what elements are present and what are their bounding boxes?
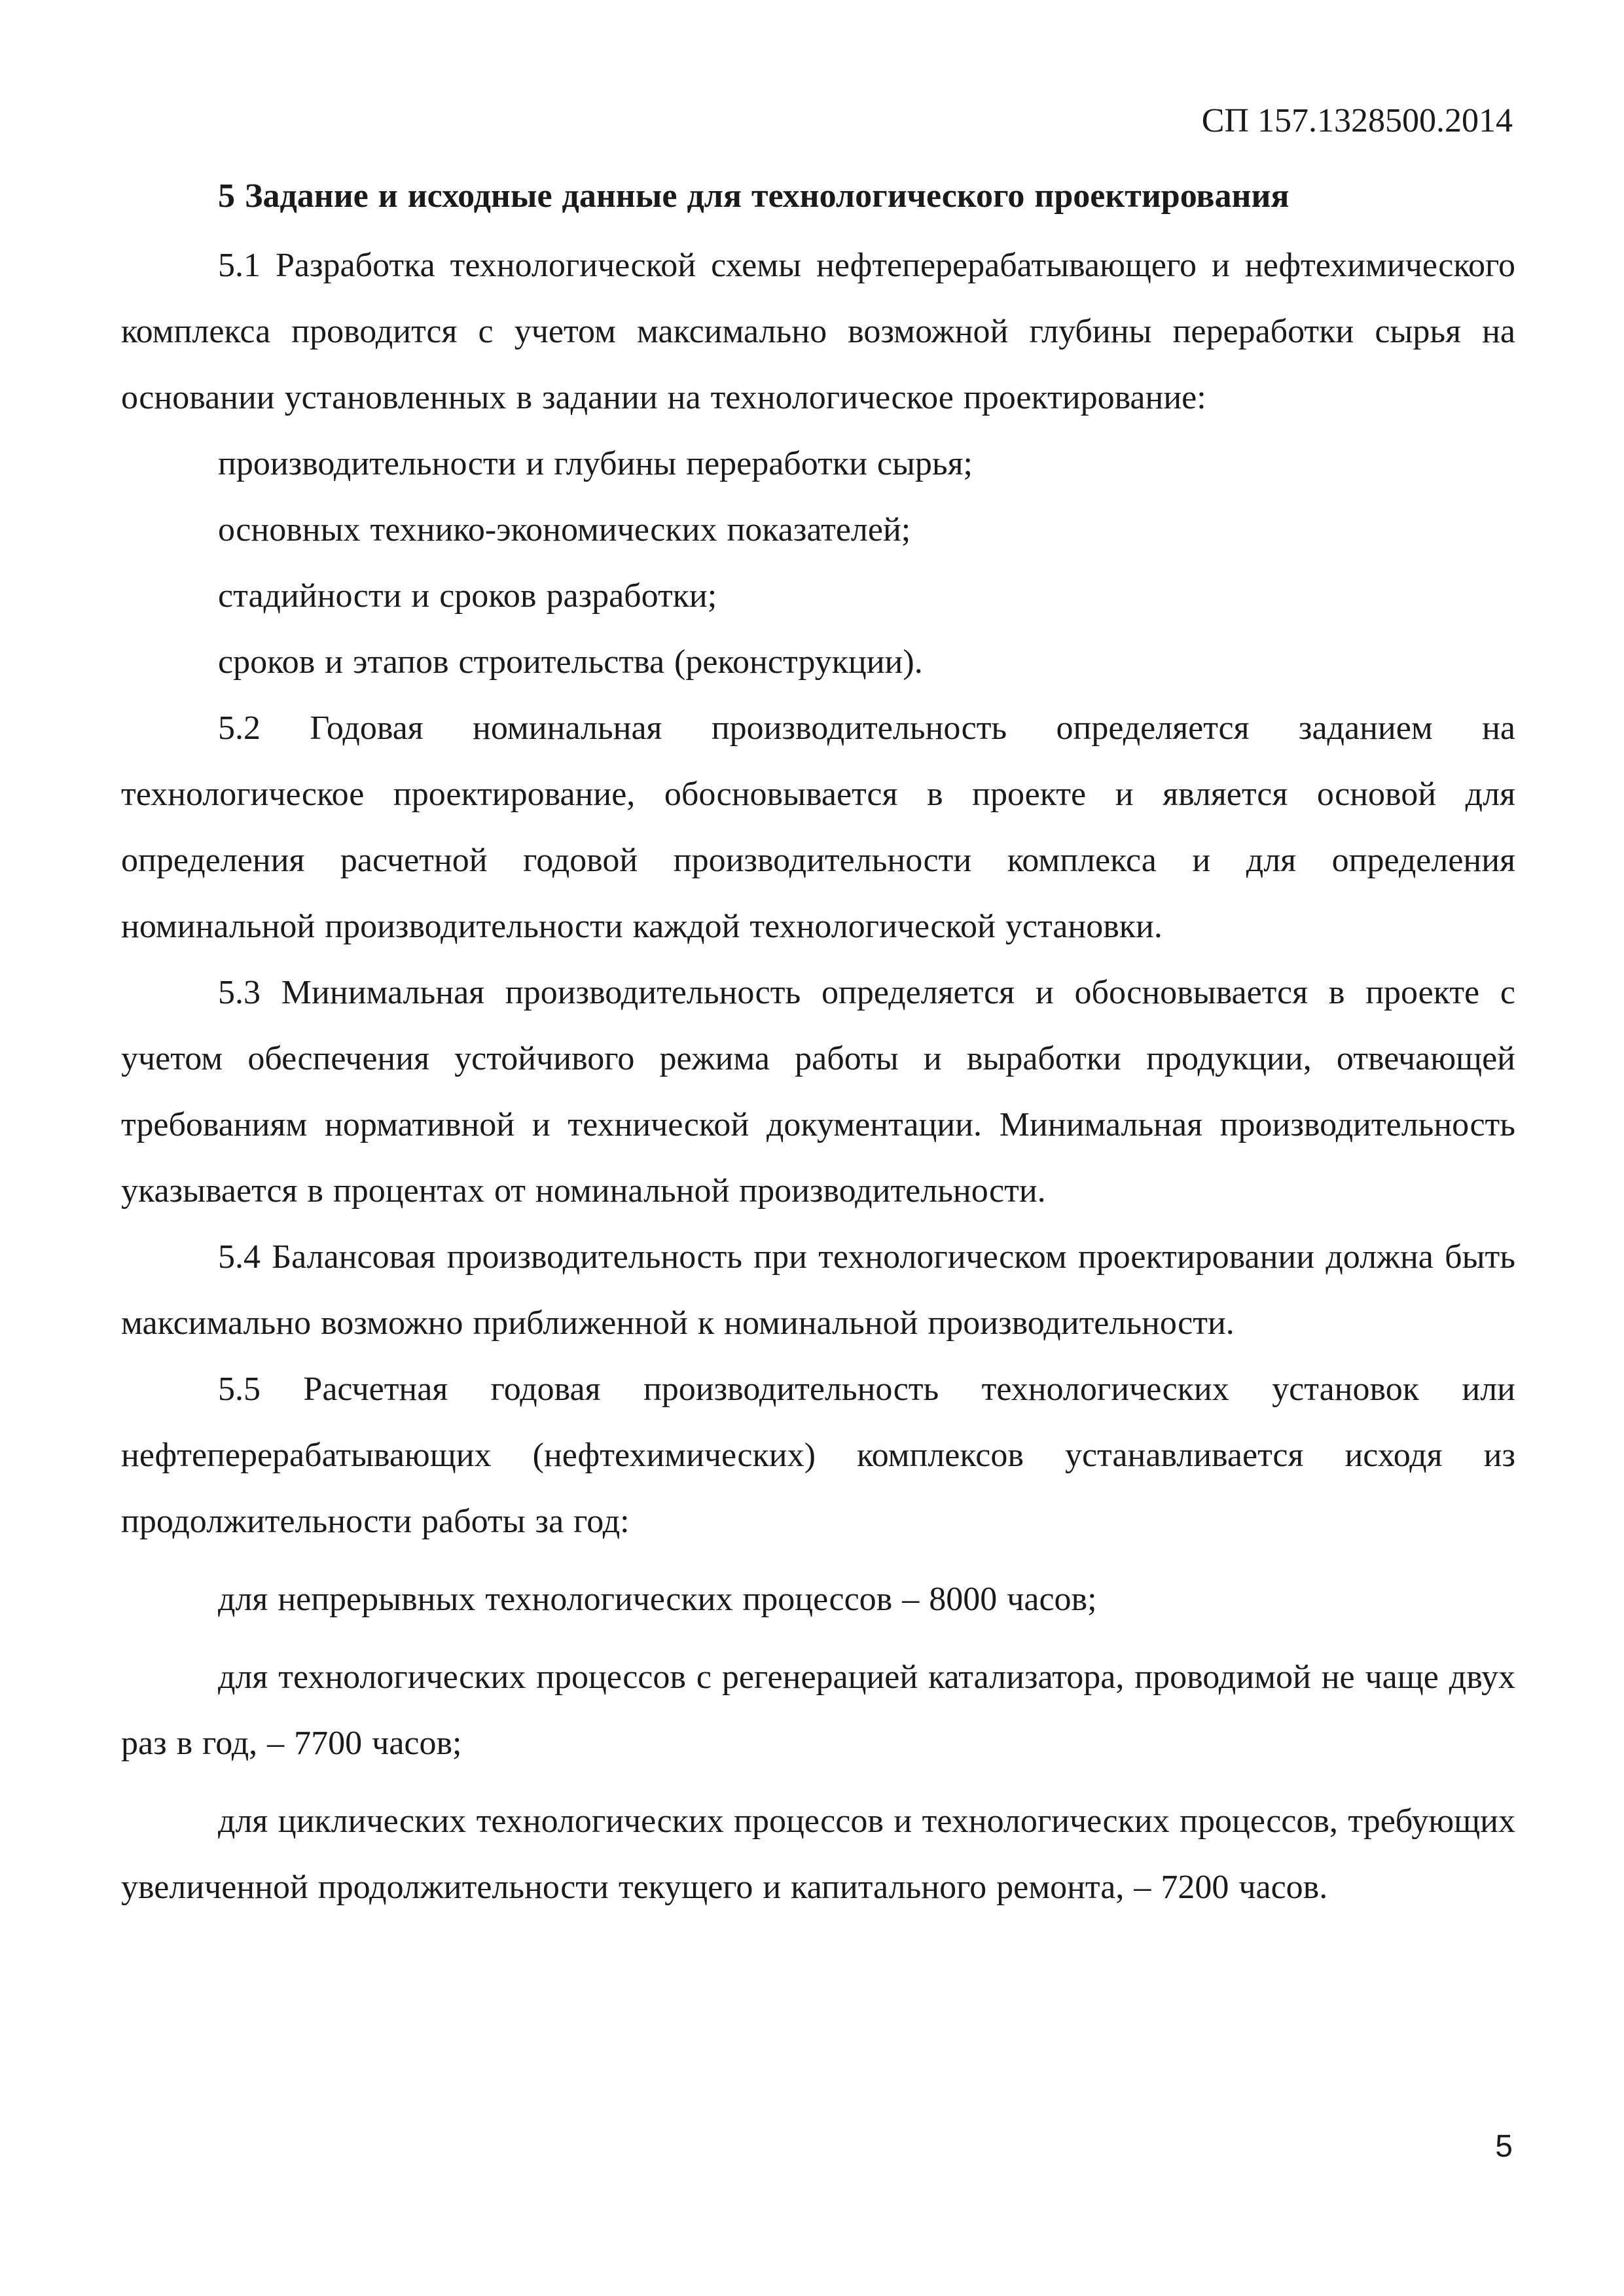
paragraph-5-5: 5.5 Расчетная годовая производительность технологических установок или нефтеперерабатывающих (нефтехимических) комплексов устанавливается исходя из продолжительности работы за год: <box>121 1371 1515 1540</box>
page-number: 5 <box>1495 2129 1513 2164</box>
paragraph-5-1: 5.1 Разработка технологической схемы нефтеперерабатывающего и нефтехимического комплекса проводится с учетом максимально возможной глубины переработки сырья на основании установленных в задании на технологическое проектирование: <box>121 247 1515 416</box>
list-item-5-5-a: для непрерывных технологических процессов – 8000 часов; <box>218 1581 1097 1618</box>
list-item-5-1-b: основных технико-экономических показателей; <box>218 511 911 548</box>
list-item-5-5-c: для циклических технологических процессов и технологических процессов, требующих увеличенной продолжительности текущего и капитального ремонта, – 7200 часов. <box>121 1803 1515 1906</box>
section-5-body <box>121 160 1515 1920</box>
list-item-5-1-d: сроков и этапов строительства (реконструкции). <box>218 643 923 681</box>
paragraph-5-3: 5.3 Минимальная производительность определяется и обосновывается в проекте с учетом обеспечения устойчивого режима работы и выработки продукции, отвечающей требованиям нормативной и технической документации. Минимальная производительность указывается в процентах от номинальной производительности. <box>121 974 1515 1210</box>
list-item-5-1-a: производительности и глубины переработки сырья; <box>218 445 973 482</box>
paragraph-5-2: 5.2 Годовая номинальная производительность определяется заданием на технологическое проектирование, обосновывается в проекте и является основой для определения расчетной годовой производительности комплекса и для определения номинальной производительности каждой технологической установки. <box>121 709 1515 945</box>
paragraph-5-4: 5.4 Балансовая производительность при технологическом проектировании должна быть максимально возможно приближенной к номинальной производительности. <box>121 1238 1515 1342</box>
list-item-5-5-b: для технологических процессов с регенерацией катализатора, проводимой не чаще двух раз в год, – 7700 часов; <box>121 1659 1515 1762</box>
section-heading: 5 Задание и исходные данные для технологического проектирования <box>218 177 1290 215</box>
document-code: СП 157.1328500.2014 <box>1201 102 1513 139</box>
list-item-5-1-c: стадийности и сроков разработки; <box>218 577 717 615</box>
